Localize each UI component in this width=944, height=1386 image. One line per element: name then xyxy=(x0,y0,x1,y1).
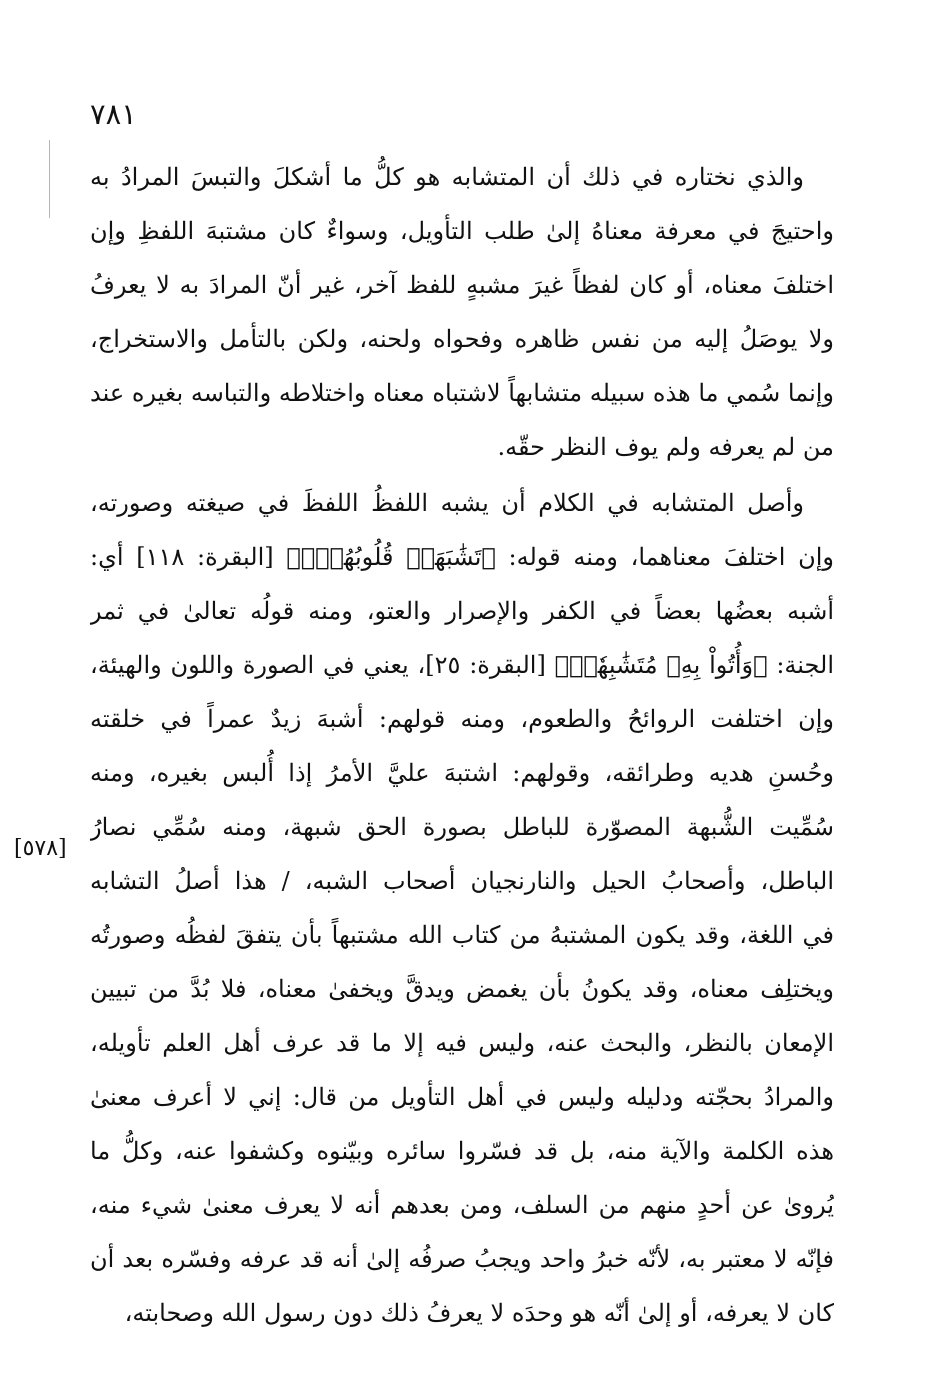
page-number: ٧٨١ xyxy=(90,97,137,131)
text-line: كان لا يعرفه، أو إلىٰ أنّه هو وحدَه لا يعرفُ ذلك دون رسول الله وصحابته، xyxy=(124,1299,834,1327)
text-line: ولا يوصَلُ إليه من نفس ظاهره وفحواه ولحنه، ولكن بالتأمل والاستخراج، xyxy=(90,325,834,353)
text-line: يُروىٰ عن أحدٍ منهم من السلف، ومن بعدهم أنه لا يعرف معنىٰ شيء منه، xyxy=(90,1191,834,1219)
text-line: في اللغة، وقد يكون المشتبهُ من كتاب الله مشتبهاً بأن يتفقَ لفظُه وصورتُه xyxy=(90,921,834,949)
text-line: اختلفَ معناه، أو كان لفظاً غيرَ مشبهٍ للفظ آخر، غير أنّ المرادَ به لا يعرفُ xyxy=(90,271,834,299)
text-line: ويختلِف معناه، وقد يكونُ بأن يغمض ويدقَّ ويخفىٰ معناه، فلا بُدَّ من تبيين xyxy=(90,975,834,1003)
text-line: الجنة: ﴿وَأُتُواْ بِهِۦ مُتَشَٰبِهٗاۖ﴾ [البقرة: ٢٥]، يعني في الصورة واللون والهيئة، xyxy=(90,651,834,679)
text-line: واحتيجَ في معرفة معناهُ إلىٰ طلب التأويل، وسواءٌ كان مشتبهَ اللفظِ وإن xyxy=(90,217,834,245)
text-line: سُمِّيت الشُّبهة المصوّرة للباطل بصورة الحق شبهة، ومنه سُمِّي نصارُ xyxy=(90,813,834,841)
text-line: وإنما سُمي ما هذه سبيله متشابهاً لاشتباه معناه واختلاطه والتباسه بغيره عند xyxy=(90,379,834,407)
text-line: أشبه بعضُها بعضاً في الكفر والإصرار والعتو، ومنه قولُه تعالىٰ في ثمر xyxy=(90,597,834,625)
paragraph-1 xyxy=(90,150,834,474)
text-line: فإنّه لا معتبر به، لأنّه خبرُ واحد ويجبُ صرفُه إلىٰ أنه قد عرفه وفسّره بعد أن xyxy=(90,1245,834,1273)
text-line: وحُسنِ هديه وطرائقه، وقولهم: اشتبهَ عليَّ الأمرُ إذا أُلبس بغيره، ومنه xyxy=(90,759,834,787)
text-line: والذي نختاره في ذلك أن المتشابه هو كلُّ ما أشكلَ والتبسَ المرادُ به xyxy=(90,163,804,191)
text-line: من لم يعرفه ولم يوف النظر حقّه. xyxy=(497,433,834,461)
margin-rule xyxy=(49,140,50,218)
text-line: الباطل، وأصحابُ الحيل والنارنجيان أصحاب الشبه، / هذا أصلُ التشابه xyxy=(90,867,834,895)
text-line: وإن اختلفَ معناهما، ومنه قوله: ﴿تَشَٰبَهَتۡ قُلُوبُهُمۡۗ﴾ [البقرة: ١١٨] أي: xyxy=(90,543,834,571)
text-line: الإمعان بالنظر، والبحث عنه، وليس فيه إلا ما قد عرف أهل العلم تأويله، xyxy=(90,1029,834,1057)
text-line: والمرادُ بحجّته ودليله وليس في أهل التأويل من قال: إني لا أعرف معنىٰ xyxy=(90,1083,834,1111)
text-line: وإن اختلفت الروائحُ والطعوم، ومنه قولهم: أشبهَ زيدٌ عمراً في خلقته xyxy=(90,705,834,733)
paragraph-2 xyxy=(90,476,834,1340)
side-reference: [٥٧٨] xyxy=(14,836,67,861)
text-line: هذه الكلمة والآية منه، بل قد فسّروا سائره وبيّنوه وكشفوا عنه، وكلُّ ما xyxy=(90,1137,834,1165)
text-line: وأصل المتشابه في الكلام أن يشبه اللفظُ اللفظَ في صيغته وصورته، xyxy=(90,489,804,517)
